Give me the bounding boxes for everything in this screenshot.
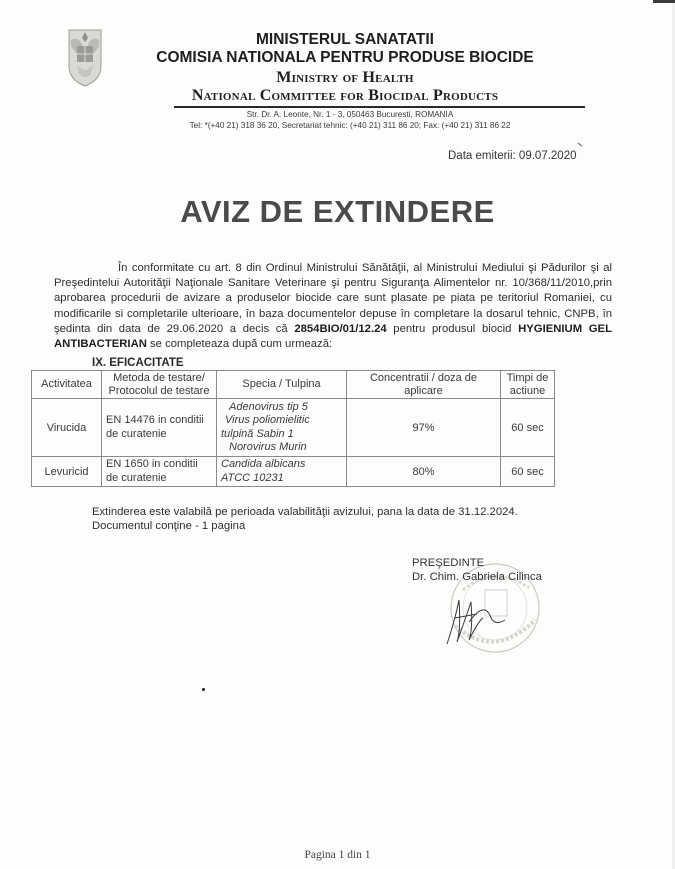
cell-concentration: 80% [347,457,501,487]
cell-time: 60 sec [501,399,555,457]
species-line: Candida albicans [221,458,306,470]
paragraph-text-1: În conformitate cu art. 8 din Ordinul Ministrului Sănătăţii, al Ministrului Mediului şi Pădurilor şi al Preşedintelui Autorităţii Naţionale Sanitare Veterinare şi pentru Siguranţa Alimentelor nr. 10/368/11/2010,prin aprobarea procedurii de avizare a produselor biocide care sunt plasate pe piata pe teritoriul Romaniei, cu modificarile si completarile ulterioare, în baza documentelor depuse în completare la dosarul tehnic, CNPB, în şedinta din data de 29.06.2020 a decis că [54,262,612,335]
contact-numbers: Tel: *(+40 21) 318 36 20, Secretariat tehnic: (+40 21) 311 86 20; Fax: (+40 21) 311 86 22 [189,121,511,130]
cell-species [217,457,347,487]
cell-activity: Levuricid [32,457,102,487]
committee-name-ro: COMISIA NATIONALA PENTRU PRODUSE BIOCIDE [156,49,534,66]
species-line: Norovirus Murin [229,441,307,453]
header-divider [174,106,585,108]
efficacy-table [31,370,555,487]
cell-time: 60 sec [501,457,555,487]
paragraph-text-3: se completeaza după cum urmează: [146,338,333,351]
cell-species [217,399,347,457]
header-time: Timpi de actiune [501,371,555,399]
validity-text: Extinderea este valabilă pe perioada valabilităţii avizului, pana la data de 31.12.2024. [92,506,518,518]
header-method: Metoda de testare/ Protocolul de testare [102,371,217,399]
species-line: Adenovirus tip 5 [229,400,308,413]
address: Str. Dr. A. Leonte, Nr. 1 - 3, 050463 Bucuresti, ROMANIA [246,110,454,119]
table-row [32,457,555,487]
scan-speck [202,688,205,691]
ministry-name-ro: MINISTERUL SANATATII [256,31,434,48]
section-title: IX. EFICACITATE [92,357,184,369]
scan-edge-mark [653,0,675,3]
validity-note [92,505,518,533]
signatory-name: Dr. Chim. Gabriela Cilinca [412,571,542,583]
header-concentration: Concentratii / doza de aplicare [347,371,501,399]
ministry-name-en: Ministry of Health [276,69,414,86]
species-line: ATCC 10231 [221,471,284,484]
romanian-coat-of-arms-icon [63,26,107,88]
product-name: HYGIENIUM GEL ANTIBACTERIAN [54,322,612,351]
decision-paragraph [54,261,612,352]
page-count-note: Documentul conţine - 1 pagina [92,520,246,532]
cell-activity: Virucida [32,399,102,457]
cell-method: EN 1650 in conditii de curatenie [102,457,217,487]
cell-method: EN 14476 in conditii de curatenie [102,399,217,457]
header-activity: Activitatea [32,371,102,399]
cell-concentration: 97% [347,399,501,457]
species-line: Virus poliomielitic [225,414,310,426]
document-title: AVIZ DE EXTINDERE [180,194,495,229]
authorization-number: 2854BIO/01/12.24 [294,322,387,335]
table-row [32,399,555,457]
species-line: tulpină Sabin 1 [221,427,294,440]
signatory-role: PREŞEDINTE [412,557,485,569]
paragraph-text-2: pentru produsul biocid [386,322,519,335]
issue-date: Data emiterii: 09.07.2020 [448,150,577,162]
page-footer: Pagina 1 din 1 [304,849,371,861]
committee-name-en: National Committee for Biocidal Products [191,87,499,104]
scan-mark [577,142,583,147]
header-species: Specia / Tulpina [217,371,347,399]
table-header-row [32,371,555,399]
signature-mark [447,600,505,644]
signature-block [412,556,542,584]
